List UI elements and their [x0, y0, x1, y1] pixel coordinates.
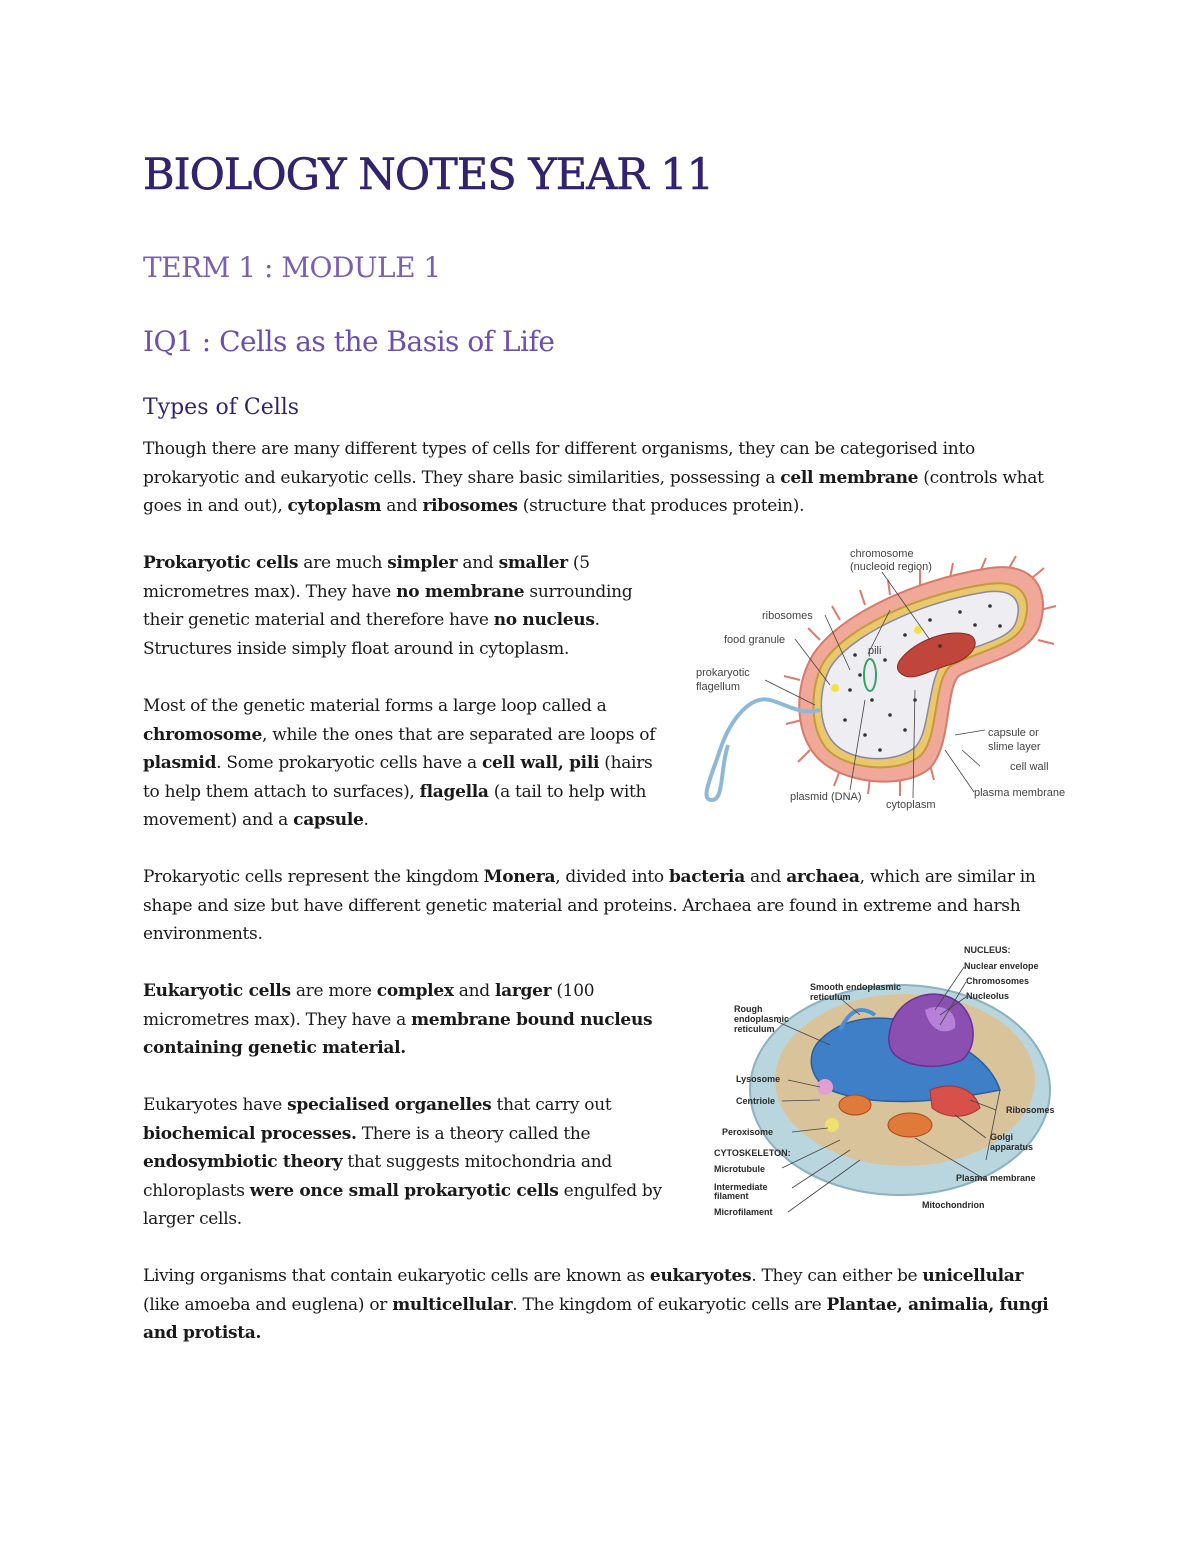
label-nuclear-envelope: Nuclear envelope: [964, 961, 1039, 971]
bold-term: no membrane: [396, 581, 525, 602]
label-chromosomes: Chromosomes: [966, 976, 1030, 986]
text-run: (like amoeba and euglena) or: [143, 1294, 393, 1315]
label-cytoskeleton: CYTOSKELETON:: [714, 1148, 791, 1158]
bold-term: larger: [494, 981, 552, 1001]
text-run: , which are similar in shape and size but have different genetic material and proteins. Archaea are found in extreme and harsh environments.: [143, 867, 1036, 944]
eukaryotic-cell-diagram: [700, 940, 1100, 1230]
bold-term: cell wall, pili: [481, 753, 600, 773]
bold-term: Eukaryotic cells: [143, 981, 291, 1001]
text-run: and: [457, 553, 499, 573]
label-golgi-1: Golgi: [990, 1132, 1013, 1142]
mitochondrion-shape: [888, 1113, 932, 1137]
mitochondrion-shape-2: [839, 1095, 871, 1115]
text-run: , while the ones that are separated are loops of: [262, 724, 656, 745]
label-flagellum-1: prokaryotic: [696, 667, 750, 679]
label-plasmid: plasmid (DNA): [790, 791, 862, 803]
text-run: , divided into: [555, 867, 669, 887]
label-mitochondrion: Mitochondrion: [922, 1200, 985, 1210]
label-lysosome: Lysosome: [736, 1074, 781, 1084]
bold-term: were once small prokaryotic cells: [249, 1180, 559, 1201]
bold-term: endosymbiotic theory: [143, 1152, 343, 1172]
text-run: surrounding their genetic material and therefore have: [143, 581, 633, 630]
label-microfilament: Microfilament: [714, 1207, 773, 1217]
section-heading: Types of Cells: [143, 395, 300, 420]
label-centriole: Centriole: [736, 1096, 776, 1106]
text-run: and: [453, 981, 495, 1001]
bold-term: Monera: [483, 867, 556, 887]
label-cytoplasm: cytoplasm: [886, 799, 936, 811]
label-ribosomes: ribosomes: [762, 610, 813, 622]
text-run: (100 micrometres max). They have a: [143, 981, 595, 1030]
text-run: Prokaryotic cells represent the kingdom: [143, 867, 484, 887]
label-capsule-1: capsule or: [988, 727, 1039, 739]
bold-term: simpler: [387, 553, 458, 573]
food-granule: [831, 684, 839, 692]
text-run: Living organisms that contain eukaryotic cells are known as: [143, 1266, 650, 1286]
bold-term: cytoplasm: [287, 496, 382, 516]
text-run: are much: [298, 553, 388, 573]
bold-term: specialised organelles: [287, 1095, 492, 1115]
text-run: that suggests mitochondria and chloroplasts: [143, 1152, 612, 1201]
label-nucleoid: (nucleoid region): [850, 561, 932, 573]
bold-term: biochemical processes.: [143, 1123, 357, 1144]
label-rough-er-3: reticulum: [734, 1024, 775, 1034]
paragraph-intro: [143, 435, 1053, 521]
text-run: and: [744, 867, 787, 887]
bold-term: Prokaryotic cells: [143, 553, 299, 573]
text-run: There is a theory called the: [356, 1123, 591, 1144]
label-capsule-2: slime layer: [988, 741, 1041, 753]
label-smooth-er-2: reticulum: [810, 992, 851, 1002]
text-run: . Structures inside simply float around in cytoplasm.: [143, 610, 600, 659]
label-rough-er-1: Rough: [734, 1004, 763, 1014]
label-smooth-er-1: Smooth endoplasmic: [810, 982, 902, 992]
bold-term: chromosome: [143, 724, 263, 745]
label-ribosomes: Ribosomes: [1006, 1105, 1055, 1115]
text-run: .: [363, 810, 369, 830]
text-run: . Some prokaryotic cells have a: [216, 753, 482, 773]
bold-term: ribosomes: [422, 496, 518, 516]
bold-term: no nucleus: [493, 610, 595, 630]
bold-term: unicellular: [922, 1266, 1024, 1286]
label-nucleolus: Nucleolus: [966, 991, 1010, 1001]
bold-term: complex: [376, 981, 454, 1001]
label-chromosome: chromosome: [850, 548, 914, 560]
bold-term: cell membrane: [780, 467, 919, 488]
label-microtubule: Microtubule: [714, 1164, 765, 1174]
label-food-granule: food granule: [724, 634, 786, 646]
bold-term: membrane bound nucleus containing genetic material.: [143, 1009, 653, 1058]
text-run: Eukaryotes have: [143, 1095, 288, 1115]
bold-term: flagella: [419, 781, 489, 802]
text-run: (5 micrometres max). They have: [143, 553, 590, 602]
paragraph-monera: [143, 863, 1053, 949]
term-heading: TERM 1 : MODULE 1: [143, 251, 441, 284]
text-run: (controls what goes in and out),: [143, 467, 1044, 516]
inquiry-heading: IQ1 : Cells as the Basis of Life: [143, 325, 555, 358]
label-peroxisome: Peroxisome: [722, 1127, 774, 1137]
text-run: (hairs to help them attach to surfaces),: [143, 753, 653, 802]
peroxisome-shape: [825, 1118, 839, 1132]
paragraph-eukaryotic: [143, 977, 668, 1063]
prokaryotic-cell-diagram: [690, 540, 1090, 830]
text-run: . They can either be: [751, 1266, 923, 1286]
bold-term: eukaryotes: [649, 1266, 752, 1286]
bold-term: plasmid: [143, 753, 217, 773]
label-intermediate-1: Intermediate: [714, 1182, 768, 1192]
bold-term: archaea: [786, 867, 860, 887]
label-plasma-membrane: plasma membrane: [974, 787, 1066, 799]
label-flagellum-2: flagellum: [696, 681, 741, 693]
text-run: are more: [290, 981, 377, 1001]
bold-term: capsule: [293, 810, 364, 830]
label-cell-wall: cell wall: [1010, 761, 1049, 773]
bold-term: smaller: [498, 553, 568, 573]
text-run: engulfed by larger cells.: [143, 1180, 662, 1229]
label-golgi-2: apparatus: [990, 1142, 1034, 1152]
bold-term: bacteria: [668, 867, 745, 887]
document-title: BIOLOGY NOTES YEAR 11: [143, 150, 713, 200]
text-run: . The kingdom of eukaryotic cells are: [512, 1294, 827, 1315]
text-run: that carry out: [491, 1095, 612, 1115]
paragraph-organelles: [143, 1091, 668, 1234]
text-run: (a tail to help with movement) and a: [143, 781, 647, 830]
text-run: Though there are many different types of cells for different organisms, they can be categorised into prokaryotic and eukaryotic cells. They share basic similarities, possessing a: [143, 439, 975, 488]
bold-term: multicellular: [392, 1294, 513, 1315]
label-nucleus: NUCLEUS:: [964, 945, 1011, 955]
paragraph-prokaryotic: [143, 549, 668, 663]
text-run: (structure that produces protein).: [517, 496, 805, 516]
text-run: Most of the genetic material forms a large loop called a: [143, 696, 607, 716]
bold-term: Plantae, animalia, fungi and protista.: [143, 1294, 1049, 1343]
paragraph-genetic-material: [143, 692, 668, 835]
paragraph-eukaryotes: [143, 1262, 1053, 1348]
label-rough-er-2: endoplasmic: [734, 1014, 790, 1024]
label-plasma-membrane: Plasma membrane: [956, 1173, 1036, 1183]
text-run: and: [381, 496, 423, 516]
label-intermediate-2: filament: [714, 1191, 749, 1201]
label-pili: pili: [868, 645, 882, 657]
